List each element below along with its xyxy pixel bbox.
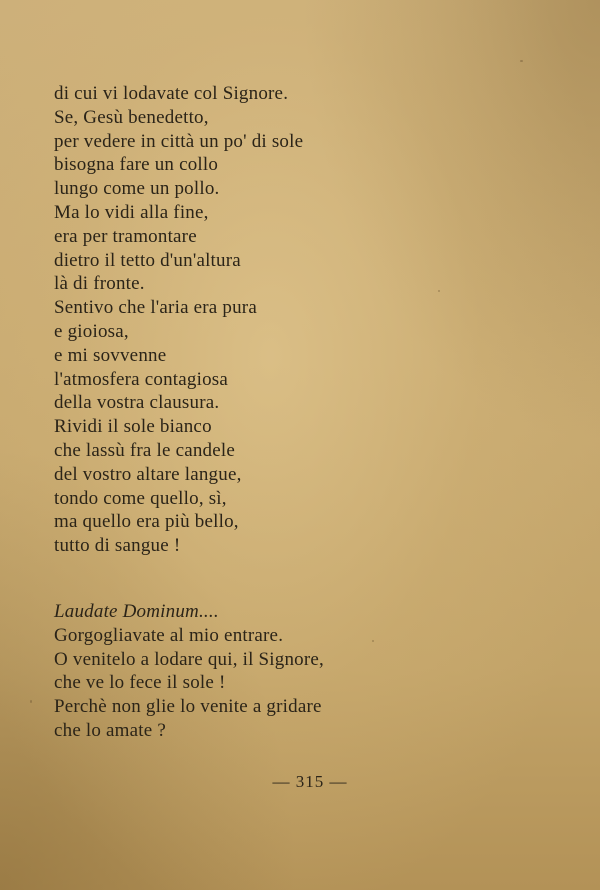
poem-line: e mi sovvenne — [54, 344, 167, 366]
poem-line: tutto di sangue ! — [54, 535, 181, 557]
poem-line: lungo come un pollo. — [54, 178, 220, 200]
page-number: — 315 — — [272, 772, 348, 791]
paper-speck — [520, 60, 523, 62]
poem-line: di cui vi lodavate col Signore. — [54, 83, 289, 104]
poem-line: Ma lo vidi alla fine, — [54, 201, 209, 223]
poem-line: che lassù fra le candele — [54, 439, 235, 461]
poem-line: era per tramontare — [54, 225, 197, 247]
poem-line: che lo amate ? — [54, 719, 166, 741]
poem-line: della vostra clausura. — [54, 392, 220, 414]
paper-speck — [372, 640, 374, 642]
poem-line: Rividi il sole bianco — [54, 416, 212, 438]
poem-line: tondo come quello, sì, — [54, 487, 227, 509]
poem-line: O venitelo a lodare qui, il Signore, — [54, 648, 324, 670]
poem-line: Gorgogliavate al mio entrare. — [54, 624, 284, 646]
poem-line: bisogna fare un collo — [54, 154, 219, 176]
poem-line: là di fronte. — [54, 273, 145, 295]
poem-line: Sentivo che l'aria era pura — [54, 297, 257, 319]
poem-line: del vostro altare langue, — [54, 463, 242, 485]
poem-stanza-2 — [54, 600, 474, 743]
poem-stanza-1 — [54, 82, 474, 558]
poem-line-latin: Laudate Dominum.... — [54, 601, 219, 622]
poem-line: dietro il tetto d'un'altura — [54, 249, 241, 271]
poem-line: per vedere in città un po' di sole — [54, 130, 304, 152]
paper-speck — [30, 700, 32, 703]
poem-line: Perchè non glie lo venite a gridare — [54, 696, 322, 718]
poem-line: Se, Gesù benedetto, — [54, 106, 209, 128]
poem-line: che ve lo fece il sole ! — [54, 672, 226, 694]
poem-line: l'atmosfera contagiosa — [54, 368, 229, 390]
poem-line: ma quello era più bello, — [54, 511, 239, 533]
poem-line: e gioiosa, — [54, 320, 129, 342]
paper-speck — [438, 290, 440, 292]
